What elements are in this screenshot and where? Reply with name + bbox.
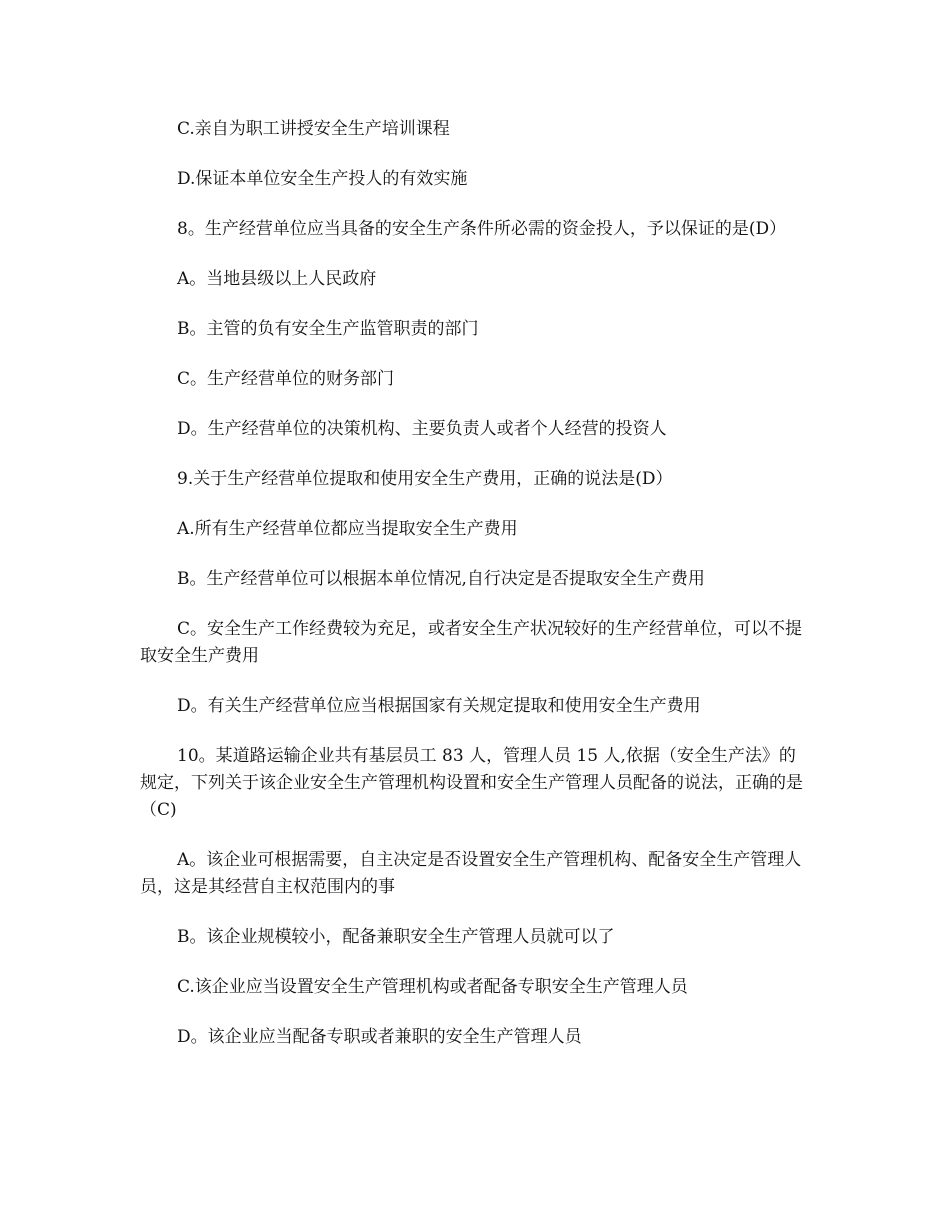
question-8: 8。生产经营单位应当具备的安全生产条件所必需的资金投人，予以保证的是(D） [177,219,787,239]
option-d-q8: D。生产经营单位的决策机构、主要负责人或者个人经营的投资人 [177,419,667,439]
option-d-q7: D.保证本单位安全生产投人的有效实施 [177,169,468,189]
option-c-q7: C.亲自为职工讲授安全生产培训课程 [177,119,450,139]
option-a-q10: A。该企业可根据需要，自主决定是否设置安全生产管理机构、配备安全生产管理人员，这是其经营自主权范围内的事 [140,850,802,897]
option-d-q10: D。该企业应当配备专职或者兼职的安全生产管理人员 [177,1027,582,1047]
option-c-q8: C。生产经营单位的财务部门 [177,369,395,389]
option-a-q9: A.所有生产经营单位都应当提取安全生产费用 [177,519,518,539]
question-9: 9.关于生产经营单位提取和使用安全生产费用，正确的说法是(D） [177,469,673,489]
document-page [140,116,812,1074]
option-a-q8: A。当地县级以上人民政府 [177,269,377,289]
option-c-q10: C.该企业应当设置安全生产管理机构或者配备专职安全生产管理人员 [177,977,688,997]
option-c-q9: C。安全生产工作经费较为充足，或者安全生产状况较好的生产经营单位，可以不提取安全生产费用 [140,619,803,666]
option-d-q9: D。有关生产经营单位应当根据国家有关规定提取和使用安全生产费用 [177,696,701,716]
option-b-q10: B。该企业规模较小，配备兼职安全生产管理人员就可以了 [177,927,615,947]
question-10: 10。某道路运输企业共有基层员工 83 人，管理人员 15 人,依据（安全生产法》的规定，下列关于该企业安全生产管理机构设置和安全生产管理人员配备的说法，正确的是（C) [140,746,803,820]
option-b-q9: B。生产经营单位可以根据本单位情况,自行决定是否提取安全生产费用 [177,569,705,589]
option-b-q8: B。主管的负有安全生产监管职责的部门 [177,319,479,339]
